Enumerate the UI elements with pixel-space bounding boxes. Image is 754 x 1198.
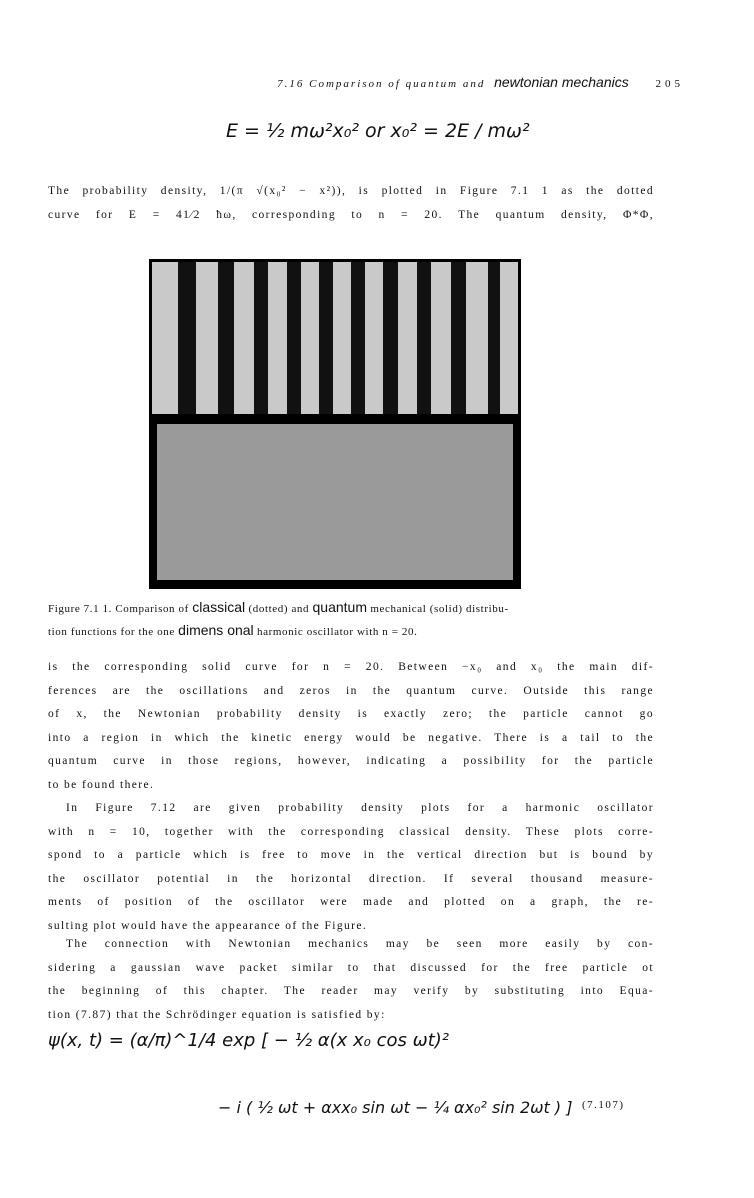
energy-equation: E = ½ mω²x₀² or x₀² = 2E / mω² [226, 120, 530, 142]
running-header [277, 74, 684, 90]
figure-7-11-density-plot [149, 259, 521, 589]
equation-number: (7.107) [582, 1099, 625, 1111]
quantum-density-stripes [152, 262, 518, 414]
paragraph-4: The connection with Newtonian mechanics may be seen more easily by con- sidering a gaussian wave packet similar to that discussed for the free particle ot the beginning of this chapter. The reader may verify by substituting into Equa- tion (7.87) that the Schrödinger equation is satisfied by: [48, 938, 654, 1021]
page-number: 205 [655, 78, 684, 90]
paragraph-1 [48, 180, 654, 227]
paragraph-1-line-2: curve for E = 41⁄2 ħω, corresponding to n = 20. The quantum density, Φ*Φ, [48, 208, 654, 221]
header-section-title: 7.16 Comparison of quantum and [277, 78, 486, 90]
wave-packet-equation-line-2: − i ( ½ ωt + αxx₀ sin ωt − ¼ αx₀² sin 2ωt ) ] [218, 1098, 573, 1117]
paragraph-1-line-1: The probability density, 1/(π √(x₀² − x²)), is plotted in Figure 7.1 1 as the dotted [48, 185, 654, 197]
paragraph-2: is the corresponding solid curve for n = 20. Between −x₀ and x₀ the main dif- ferences are the oscillations and zeros in the quantum curve. Outside this range of x, the Newtonian probability density is exactly zero; the particle cannot go into a region in which the kinetic energy would be negative. There is a tail to the quantum curve in those regions, however, indicating a possibility for the particle to be found there. [48, 661, 654, 791]
classical-density-region [157, 424, 513, 580]
paragraph-3: In Figure 7.12 are given probability density plots for a harmonic oscillator with n = 10, together with the corresponding classical density. These plots corre- spond to a particle which is free to move in the vertical direction but is bound by the oscillator potential in the horizontal direction. If several thousand measure- ments of position of the oscillator were made and plotted on a graph, the re- sulting plot would have the appearance of the Figure. [48, 802, 654, 932]
wave-packet-equation-line-1: ψ(x, t) = (α/π)^1/4 exp [ − ½ α(x x₀ cos ωt)² [48, 1030, 450, 1051]
figure-caption: Figure 7.1 1. Comparison of classical (dotted) and quantum mechanical (solid) distribu- tion functions for the one dimens onal harmonic oscillator with n = 20. [48, 599, 509, 638]
header-section-title-tail: newtonian mechanics [494, 74, 629, 90]
